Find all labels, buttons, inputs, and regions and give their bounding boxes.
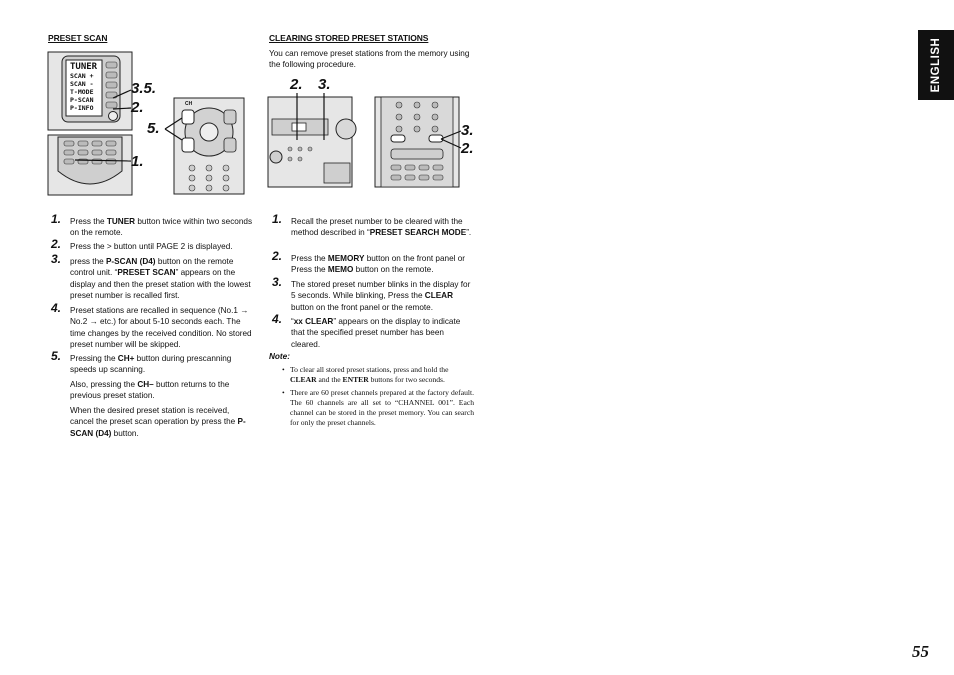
- step-text: ”.: [466, 228, 472, 238]
- step-text: ” appears on the display to indicate that the specified preset number has been cleared.: [291, 317, 461, 349]
- scan-step-1: [51, 212, 253, 239]
- step-text: Press the > button until PAGE 2 is displayed.: [70, 242, 233, 251]
- step-bold: CLEAR: [424, 291, 453, 301]
- step-text: Preset stations are recalled in sequence (No.1 → No.2 → etc.) for about 5-10 seconds each. The time changes by the received condition. No stored preset number will be skipped.: [70, 306, 252, 350]
- page-number: 55: [912, 642, 929, 661]
- scan-step-5: [51, 349, 253, 376]
- step-number: 3.: [51, 252, 62, 266]
- lcd-line: SCAN -: [70, 80, 94, 88]
- remote-ch-label: CH: [185, 101, 193, 107]
- step-text: Pressing the: [70, 354, 118, 363]
- step-text: Recall the preset number to be cleared with the method described in “: [291, 217, 463, 238]
- clearing-preset-heading: CLEARING STORED PRESET STATIONS: [269, 33, 429, 43]
- step-bold: MEMORY: [327, 254, 365, 263]
- step-text: Press the: [291, 254, 328, 263]
- clear-step-2: [272, 249, 474, 276]
- step-bold: P-SCAN (D4): [105, 257, 156, 266]
- step-bold: TUNER: [106, 217, 136, 226]
- callout-step-3: 3.: [318, 76, 331, 93]
- note-title: Note:: [269, 352, 290, 361]
- para-text: Also, pressing the: [70, 380, 138, 389]
- note-item: [290, 388, 474, 428]
- step-text: button twice within two seconds on the remote.: [70, 217, 253, 238]
- scan-para-cancel: [70, 405, 253, 439]
- para-text: button returns to the previous preset station.: [70, 380, 230, 401]
- note-bold: ENTER: [342, 375, 369, 384]
- callout-step-5: 5.: [147, 120, 160, 137]
- clear-step-3: [272, 275, 474, 313]
- callout-step-1: 1.: [131, 153, 144, 170]
- step-bold: xx CLEAR: [293, 317, 334, 326]
- callout-step-2: 2.: [461, 140, 474, 157]
- step-text: “: [291, 317, 294, 326]
- step-number: 4.: [51, 301, 62, 315]
- lcd-line: P-SCAN: [70, 96, 94, 104]
- step-number: 1.: [272, 212, 283, 226]
- step-bold: PRESET SCAN: [117, 268, 176, 278]
- step-text: button on the front panel or the remote.: [291, 302, 434, 312]
- note-item: [290, 365, 474, 385]
- lcd-line: P-INFO: [70, 104, 94, 112]
- step-number: 2.: [51, 237, 62, 251]
- step-bold: PRESET SEARCH MODE: [369, 228, 467, 238]
- clear-step-4: [272, 312, 474, 350]
- step-text: button on the remote control unit. “: [70, 257, 234, 278]
- scan-step-4: [51, 301, 253, 351]
- step-text: The stored preset number blinks in the display for 5 seconds. While blinking, Press the: [291, 280, 471, 301]
- clearing-intro: You can remove preset stations from the memory using the following procedure.: [269, 49, 470, 69]
- lcd-line: SCAN +: [70, 72, 94, 80]
- lcd-line-title: TUNER: [70, 62, 98, 72]
- language-tab-label: ENGLISH: [930, 37, 942, 93]
- step-bold: CH+: [117, 354, 135, 363]
- para-bold: CH–: [137, 380, 154, 389]
- step-text: Press the: [70, 217, 107, 226]
- callout-step-3: 3.: [461, 122, 474, 139]
- lcd-line: T-MODE: [70, 88, 94, 96]
- scan-step-2: [51, 237, 253, 252]
- scan-step-3: [51, 252, 253, 302]
- callout-step-2: 2.: [131, 99, 144, 116]
- callout-step-3-5: 3.5.: [131, 80, 157, 97]
- callout-step-2: 2.: [290, 76, 303, 93]
- note-text: To clear all stored preset stations, press and hold the: [290, 365, 449, 374]
- para-bold: P-SCAN (D4): [70, 417, 246, 438]
- note-text: There are 60 preset channels prepared at the factory default. The 60 channels are all set to “CHANNEL 001”. Each channel can be stored in the preset memory. You can search for only the preset channels.: [290, 388, 474, 427]
- step-text: button on the front panel or Press the: [291, 254, 466, 275]
- scan-para-ch-minus: [70, 379, 253, 402]
- note-bold: CLEAR: [290, 375, 317, 384]
- step-number: 3.: [272, 275, 283, 289]
- step-text: button on the remote.: [353, 265, 434, 275]
- step-bold: MEMO: [327, 265, 354, 275]
- step-text: press the: [70, 257, 106, 266]
- note-text: and the: [316, 375, 343, 384]
- step-text: button during prescanning speeds up scanning.: [70, 354, 232, 375]
- step-number: 2.: [272, 249, 283, 263]
- step-number: 1.: [51, 212, 62, 226]
- note-text: buttons for two seconds.: [368, 375, 445, 384]
- preset-scan-heading: PRESET SCAN: [48, 33, 108, 43]
- step-number: 5.: [51, 349, 62, 363]
- para-text: When the desired preset station is received, cancel the preset scan operation by press the: [70, 406, 238, 427]
- step-text: ” appears on the display and then the preset station with the lowest preset number is recalled first.: [70, 268, 251, 301]
- para-text: button.: [111, 428, 139, 438]
- clear-step-1: [272, 212, 474, 239]
- step-number: 4.: [272, 312, 283, 326]
